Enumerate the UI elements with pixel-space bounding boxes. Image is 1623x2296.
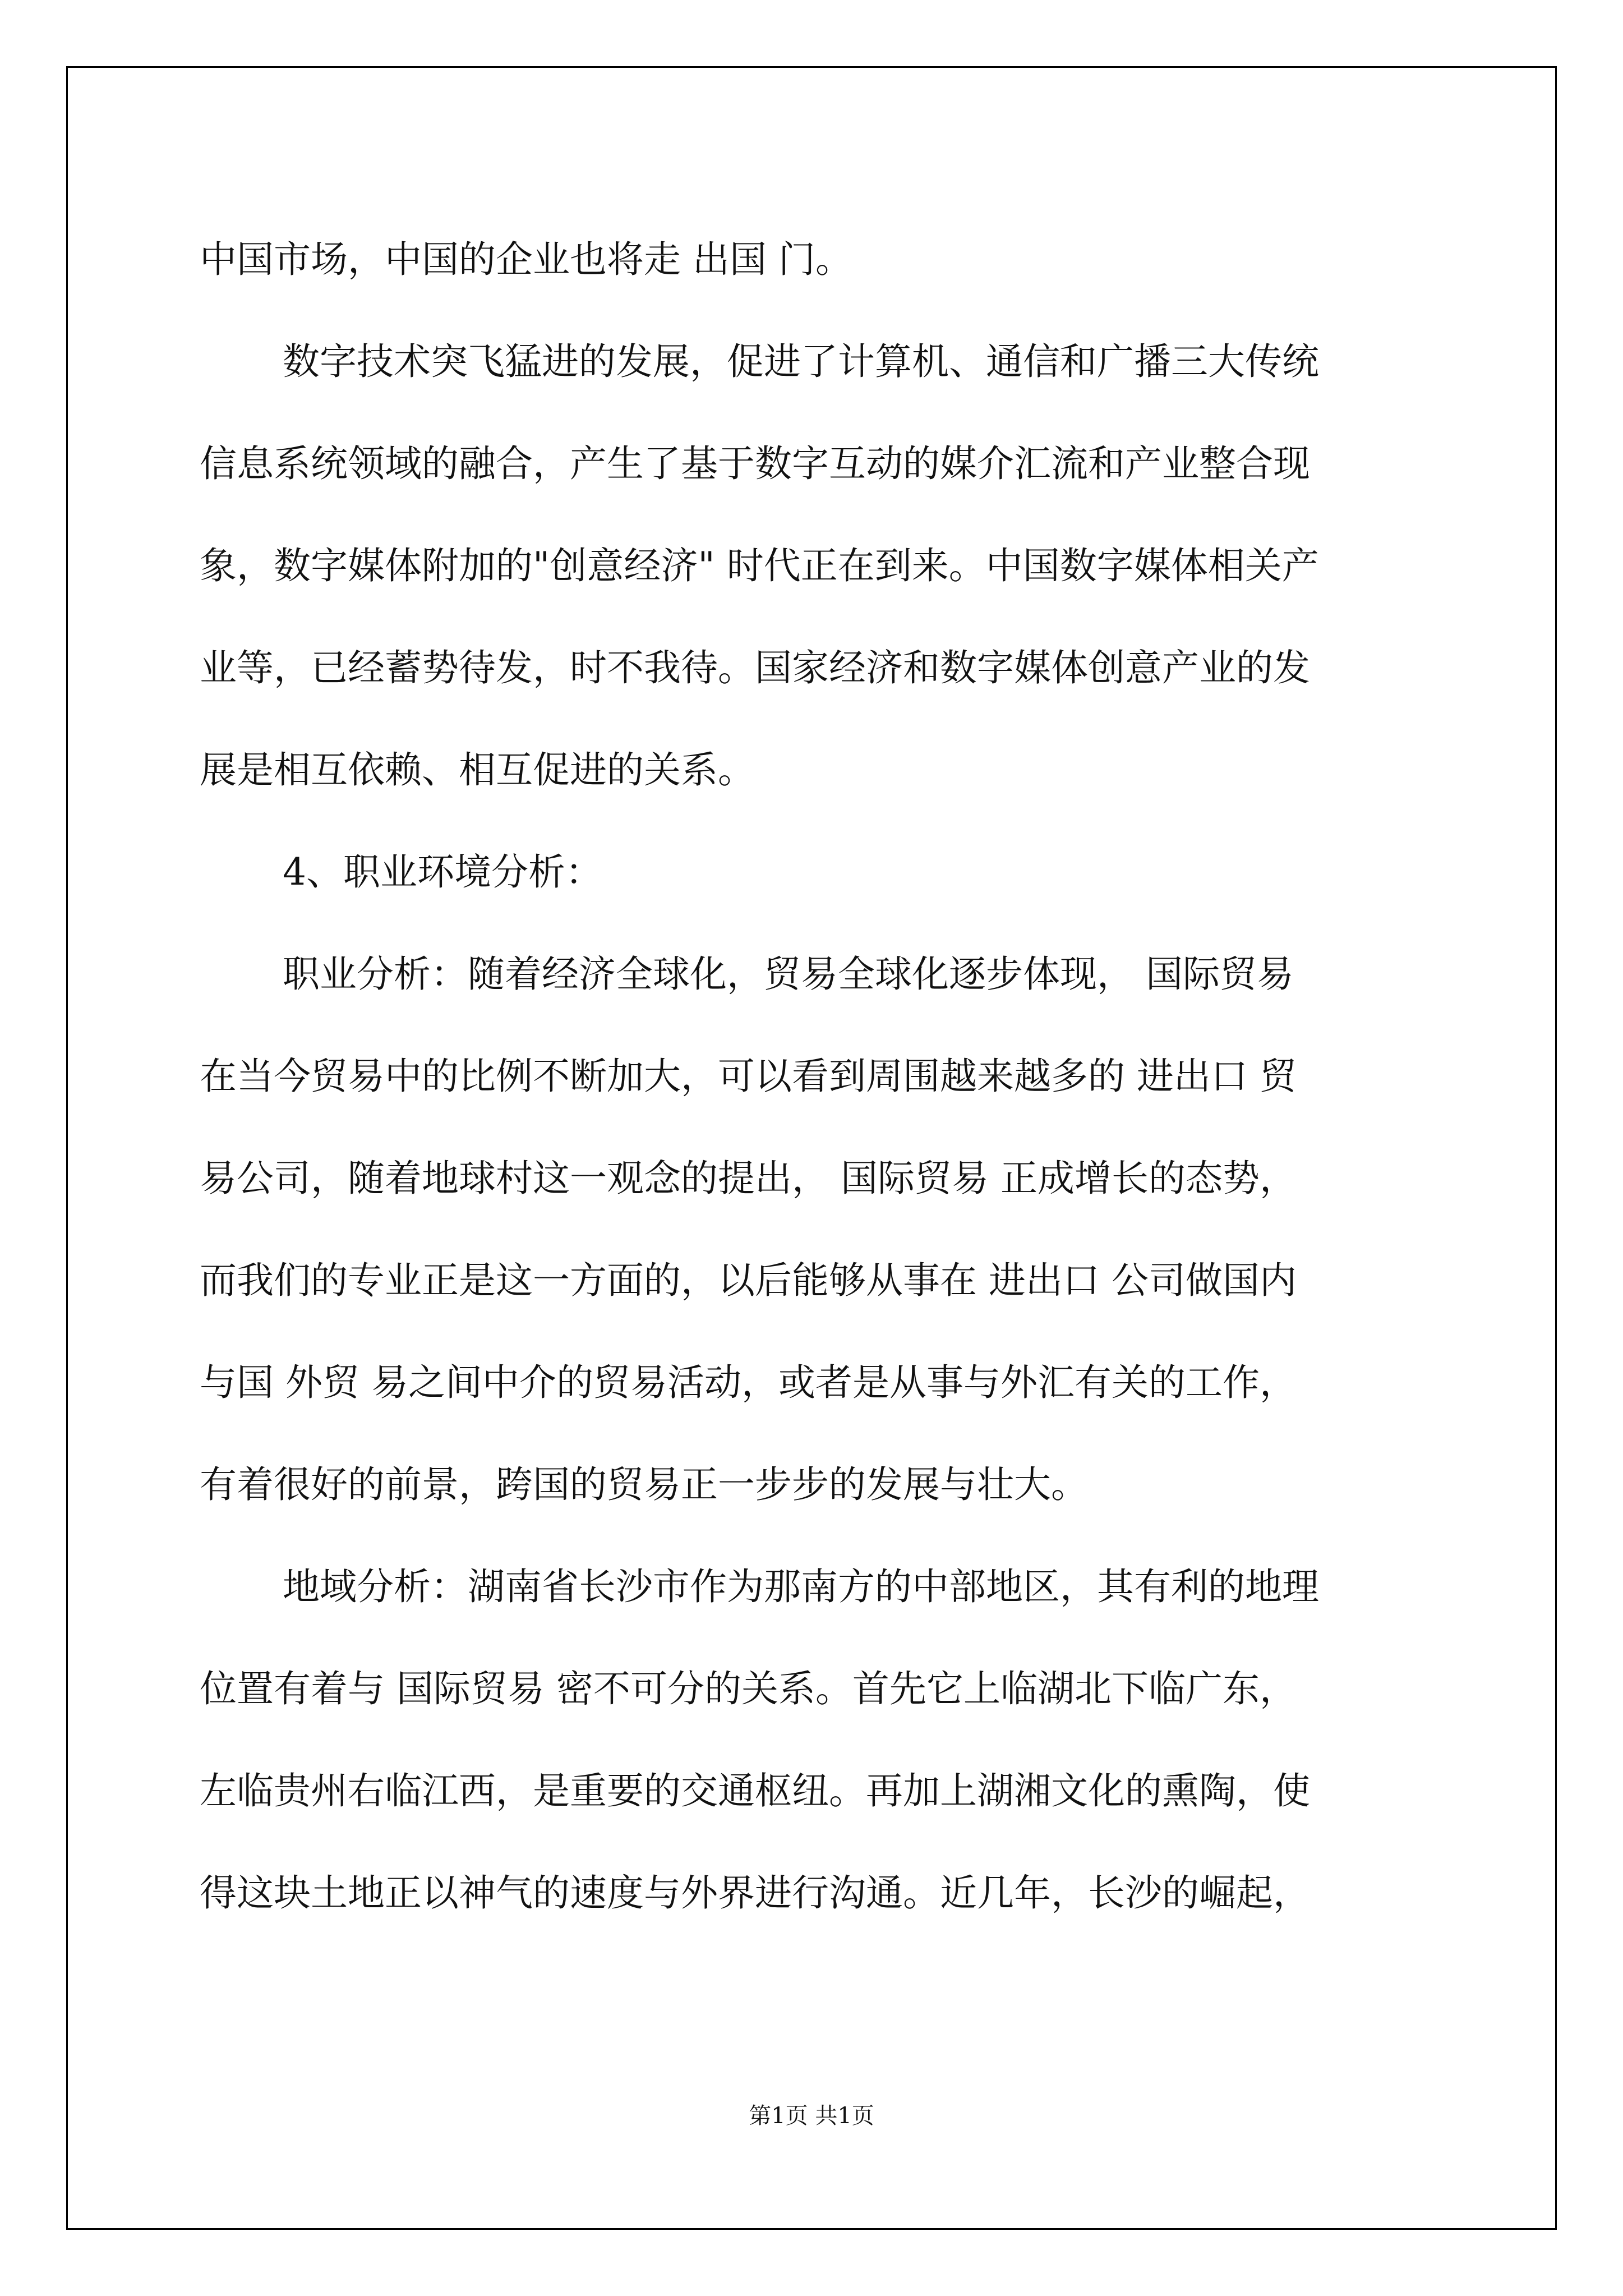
text-line: 展是相互依赖、相互促进的关系。	[200, 748, 755, 792]
text-line: 而我们的专业正是这一方面的，以后能够从事在 进出口 公司做国内	[200, 1259, 1297, 1302]
text-line: 左临贵州右临江西，是重要的交通枢纽。再加上湖湘文化的熏陶，使	[200, 1769, 1310, 1812]
text-line: 得这块土地正以神气的速度与外界进行沟通。近几年，长沙的崛起，	[200, 1871, 1310, 1915]
page-footer	[0, 2098, 1623, 2130]
text-line: 象，数字媒体附加的"创意经济" 时代正在到来。中国数字媒体相关产	[200, 544, 1319, 587]
text-line: 业等，已经蓄势待发，时不我待。国家经济和数字媒体创意产业的发	[200, 646, 1310, 689]
text-line: 在当今贸易中的比例不断加大，可以看到周围越来越多的 进出口 贸	[200, 1055, 1297, 1098]
text-line: 与国 外贸 易之间中介的贸易活动，或者是从事与外汇有关的工作，	[200, 1361, 1297, 1404]
text-line: 地域分析：湖南省长沙市作为那南方的中部地区，其有利的地理	[283, 1565, 1319, 1608]
text-line: 中国市场，中国的企业也将走 出国 门。	[200, 238, 852, 281]
text-line: 数字技术突飞猛进的发展，促进了计算机、通信和广播三大传统	[283, 340, 1319, 383]
text-line: 易公司，随着地球村这一观念的提出， 国际贸易 正成增长的态势，	[200, 1157, 1297, 1200]
text-line: 位置有着与 国际贸易 密不可分的关系。首先它上临湖北下临广东，	[200, 1667, 1297, 1710]
page-number: 第1页 共1页	[749, 2103, 874, 2129]
document-body	[200, 209, 1433, 1944]
text-line: 有着很好的前景，跨国的贸易正一步步的发展与壮大。	[200, 1463, 1088, 1506]
text-line: 职业分析：随着经济全球化，贸易全球化逐步体现， 国际贸易	[283, 953, 1294, 996]
text-line: 信息系统领域的融合，产生了基于数字互动的媒介汇流和产业整合现	[200, 442, 1310, 485]
section-heading: 4、职业环境分析：	[283, 850, 602, 894]
